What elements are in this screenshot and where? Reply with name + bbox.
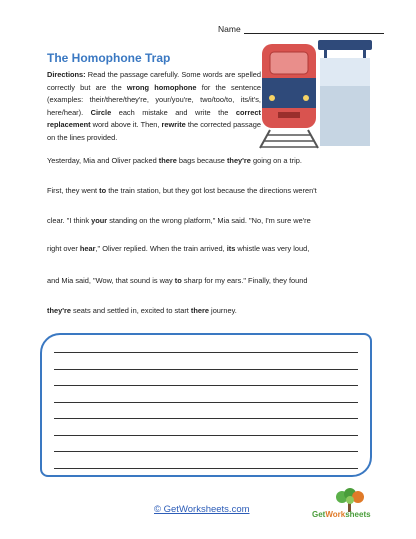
passage-line — [47, 156, 369, 165]
directions-bold-3: correct replacement — [47, 107, 261, 130]
homophone-word[interactable]: there — [158, 156, 177, 165]
train-and-station-icon — [258, 38, 376, 150]
directions-bold-2: Circle — [90, 107, 112, 117]
directions-lead: Directions: — [47, 70, 86, 79]
passage-text: clear. "I think — [47, 216, 92, 225]
answer-line[interactable] — [54, 451, 358, 452]
answer-line[interactable] — [54, 385, 358, 386]
homophone-word[interactable]: hear — [79, 244, 96, 253]
passage-text: sharp for my ears." Finally, they found — [181, 276, 308, 285]
answer-box[interactable] — [40, 333, 372, 477]
passage-text: journey. — [209, 306, 237, 315]
directions-text-5: the corrected passage on the lines provided. — [47, 120, 262, 142]
logo-part-3: sheets — [345, 510, 371, 519]
passage-line — [47, 276, 369, 285]
homophone-word[interactable]: to — [99, 186, 107, 195]
passage-text: bags because — [176, 156, 227, 165]
directions-text-3: each mistake and write the — [111, 107, 236, 117]
logo-wordmark — [312, 510, 371, 519]
directions-bold-1: wrong homophone — [126, 82, 197, 92]
name-field — [218, 24, 384, 34]
directions-text-4: word above it. Then, — [90, 120, 162, 130]
logo-part-1: Get — [312, 510, 326, 519]
answer-line[interactable] — [54, 468, 358, 469]
answer-line[interactable] — [54, 352, 358, 353]
worksheet-title: The Homophone Trap — [47, 51, 171, 65]
passage-text: Yesterday, Mia and Oliver packed — [47, 156, 159, 165]
homophone-word[interactable]: to — [174, 276, 182, 285]
name-label: Name — [218, 24, 241, 34]
passage-text: whistle was very loud, — [235, 244, 310, 253]
answer-line[interactable] — [54, 418, 358, 419]
homophone-word[interactable]: they're — [47, 306, 71, 315]
name-line[interactable] — [244, 24, 384, 34]
directions-text-2: for the sentence (examples: their/there/they're, your/you're, two/too/to, its/it's, here/hear). — [47, 82, 261, 117]
getworksheets-logo — [312, 488, 390, 528]
passage-text: First, they went — [47, 186, 100, 195]
homophone-word[interactable]: they're — [226, 156, 251, 165]
footer-link[interactable]: © GetWorksheets.com — [154, 504, 250, 515]
passage-line — [47, 306, 369, 315]
answer-line[interactable] — [54, 369, 358, 370]
answer-line[interactable] — [54, 402, 358, 403]
passage-line — [47, 186, 369, 195]
homophone-word[interactable]: its — [226, 244, 236, 253]
homophone-word[interactable]: there — [190, 306, 209, 315]
logo-part-2: Work — [325, 510, 346, 519]
passage-text: going on a trip. — [250, 156, 302, 165]
passage-text: standing on the wrong platform," Mia said. "No, I'm sure we're — [107, 216, 311, 225]
directions-bold-4: rewrite — [161, 120, 186, 130]
passage-text: seats and settled in, excited to start — [70, 306, 191, 315]
directions-text-1: Read the passage carefully. Some words are spelled correctly but are the — [47, 70, 261, 92]
directions-paragraph — [47, 69, 261, 145]
passage-text: right over — [47, 244, 80, 253]
passage-text: and Mia said, "Wow, that sound is way — [47, 276, 175, 285]
passage-text: ," Oliver replied. When the train arrived, — [95, 244, 227, 253]
homophone-word[interactable]: your — [91, 216, 108, 225]
passage-text: the train station, but they got lost because the directions weren't — [106, 186, 317, 195]
passage-line — [47, 216, 369, 225]
tree-logo-icon — [330, 488, 370, 512]
answer-line[interactable] — [54, 435, 358, 436]
passage-line — [47, 244, 369, 253]
